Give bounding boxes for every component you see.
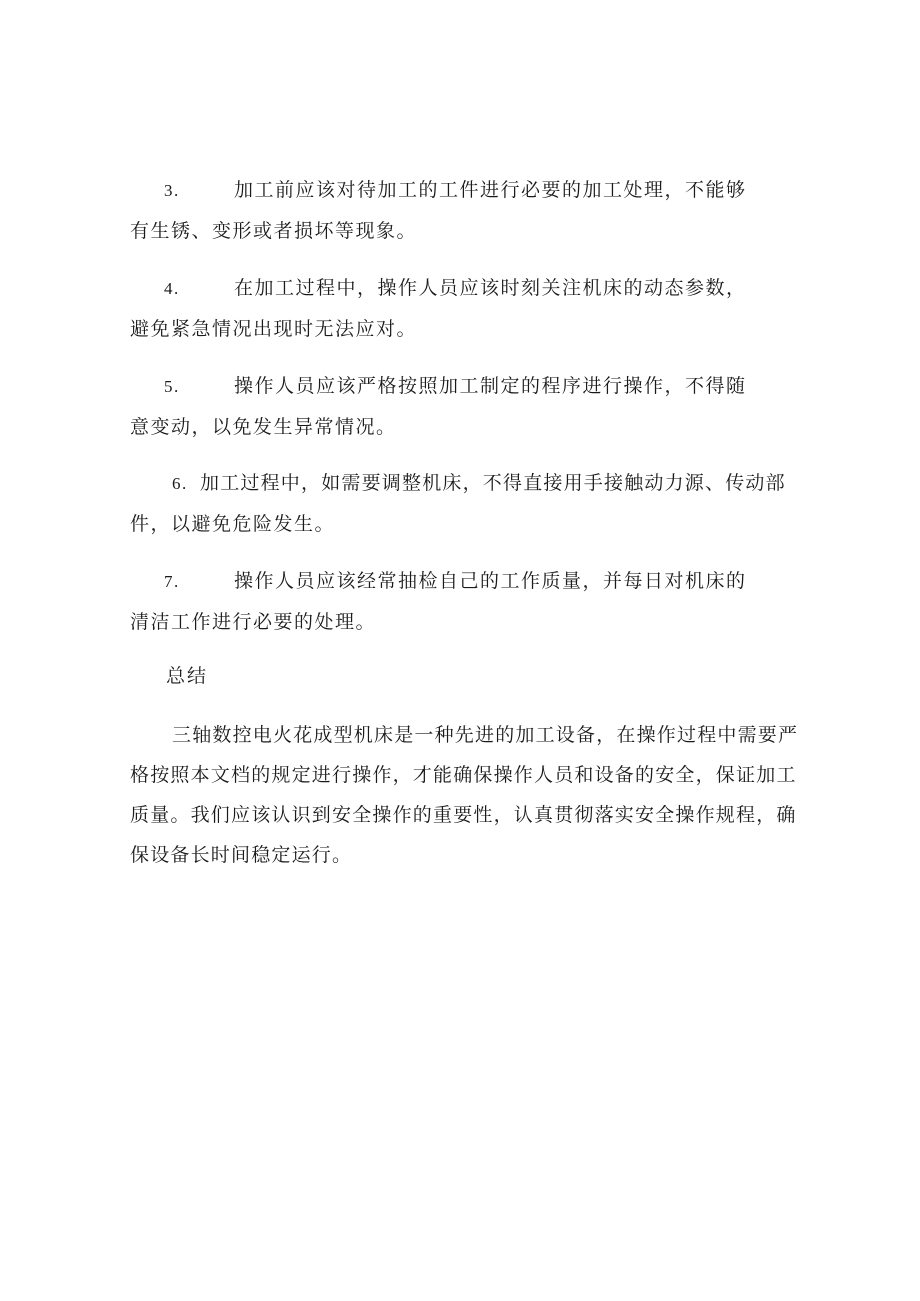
- list-item-continuation: 件，以避免危险发生。: [130, 513, 336, 535]
- list-item-continuation: 清洁工作进行必要的处理。: [130, 611, 377, 633]
- list-item-first-line: [130, 268, 800, 309]
- summary-line: 三轴数控电火花成型机床是一种先进的加工设备，在操作过程中需要严: [172, 724, 799, 746]
- list-item-number: 3.: [164, 181, 180, 200]
- list-item-continuation: 意变动，以免发生异常情况。: [130, 416, 397, 438]
- list-item: [130, 268, 800, 349]
- summary-line: 格按照本文档的规定进行操作，才能确保操作人员和设备的安全，保证加工: [130, 764, 797, 786]
- list-item-continuation: 有生锈、变形或者损坏等现象。: [130, 220, 418, 242]
- list-item-text: 操作人员应该严格按照加工制定的程序进行操作，不得随: [234, 375, 747, 397]
- list-item-first-line: [130, 366, 800, 407]
- summary-line: 保设备长时间稳定运行。: [130, 844, 353, 866]
- list-item: [130, 366, 800, 447]
- list-item: [130, 170, 800, 251]
- list-item-first-line: [130, 561, 800, 602]
- list-item-text: 操作人员应该经常抽检自己的工作质量，并每日对机床的: [234, 570, 747, 592]
- list-item-continuation: 避免紧急情况出现时无法应对。: [130, 318, 418, 340]
- list-item-text: 加工过程中，如需要调整机床，不得直接用手接触动力源、传动部: [200, 472, 786, 494]
- summary-paragraph: [130, 715, 800, 875]
- list-item-first-line: [130, 170, 800, 211]
- list-item-number: 5.: [164, 377, 180, 396]
- section-heading: 总结: [166, 665, 209, 687]
- list-item-number: 4.: [164, 279, 180, 298]
- summary-line: 质量。我们应该认识到安全操作的重要性，认真贯彻落实安全操作规程，确: [130, 804, 797, 826]
- list-item-text: 在加工过程中，操作人员应该时刻关注机床的动态参数，: [234, 277, 747, 299]
- list-item-first-line: [130, 463, 800, 504]
- list-item-number: 6.: [172, 474, 188, 493]
- list-item-text: 加工前应该对待加工的工件进行必要的加工处理，不能够: [234, 179, 747, 201]
- list-item: [130, 561, 800, 642]
- list-item: [130, 463, 800, 544]
- list-item-number: 7.: [164, 572, 180, 591]
